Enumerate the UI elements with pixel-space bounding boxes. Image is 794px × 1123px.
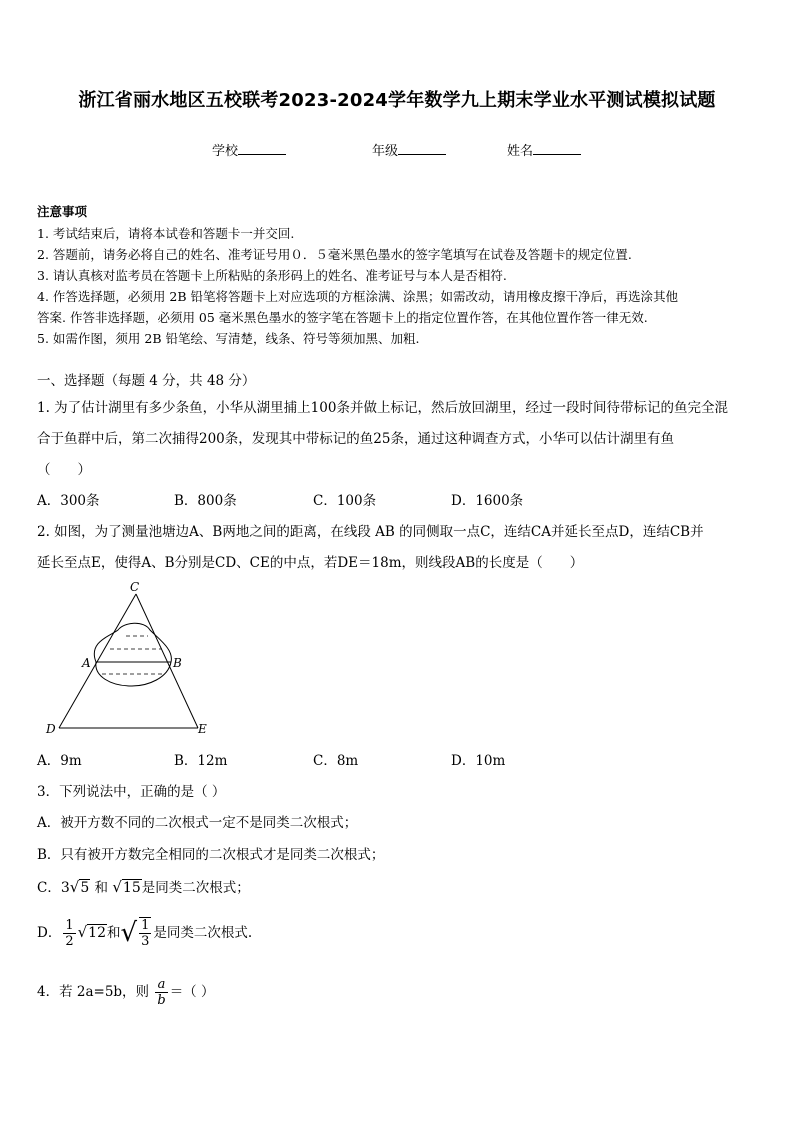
q3d-num: 1: [65, 918, 74, 933]
label-c: C: [130, 580, 140, 594]
label-b: B: [173, 656, 182, 670]
q3d-sqrt: √12: [77, 923, 106, 941]
q1-line: 合于鱼群中后，第二次捕得200条，发现其中带标记的鱼25条，通过这种调查方式，小华可以估计湖里有鱼: [37, 431, 674, 447]
name-field: [507, 140, 581, 159]
notice-item: 3. 请认真核对监考员在答题卡上所粘贴的条形码上的姓名、准考证号与本人是否相符.: [37, 268, 507, 283]
q1-line: （ ）: [37, 462, 91, 478]
q3d-fraction: [63, 918, 75, 949]
q3c-suffix: 是同类二次根式；: [141, 880, 250, 896]
notice-item: 2. 答题前，请务必将自己的姓名、准考证号用０．５毫米黑色墨水的签字笔填写在试卷及答题卡的规定位置.: [37, 247, 632, 262]
q2-option-c: C．8m: [313, 753, 359, 769]
line-ce: [136, 594, 198, 728]
name-blank: [533, 141, 581, 155]
q1-option-a: A．300条: [37, 493, 100, 509]
q4-prefix: 4．若 2a=5b，则: [37, 984, 150, 1000]
q3-option-d: [37, 917, 252, 949]
notice-heading: 注意事项: [37, 204, 88, 219]
q2-option-d: D．10m: [451, 753, 506, 769]
q2-option-a: A．9m: [37, 753, 82, 769]
q3-option-a: A．被开方数不同的二次根式一定不是同类二次根式；: [37, 815, 358, 831]
notice-item: 5. 如需作图，须用 2B 铅笔绘、写清楚，线条、符号等须加黑、加粗.: [37, 331, 420, 346]
q1-line: 1. 为了估计湖里有多少条鱼，小华从湖里捕上100条并做上标记，然后放回湖里，经过一段时间待带标记的鱼完全混: [37, 400, 728, 416]
q3c-sqrt: √5: [69, 878, 90, 896]
page-title: 浙江省丽水地区五校联考2023-2024学年数学九上期末学业水平测试模拟试题: [78, 90, 716, 111]
q3c-sqrt2: √15: [112, 878, 141, 896]
q3d-mid: 和: [107, 925, 121, 941]
pond-outline: [94, 623, 171, 686]
school-blank: [238, 141, 286, 155]
name-label: 姓名: [507, 144, 534, 159]
q3d-radicand: 12: [88, 925, 106, 941]
pond-triangle-figure: [40, 578, 220, 738]
q4-num: a: [157, 977, 166, 992]
q2-line: 2. 如图，为了测量池塘边A、B两地之间的距离，在线段 AB 的同侧取一点C，连结CA并延长至点D，连结CB并: [37, 524, 704, 540]
q3-option-c: [37, 876, 250, 896]
label-a: A: [82, 656, 91, 670]
q3c-prefix: C．: [37, 880, 61, 896]
school-field: [212, 140, 286, 159]
q3d-inner-den: 3: [141, 934, 150, 949]
q3-option-b: B．只有被开方数完全相同的二次根式才是同类二次根式；: [37, 847, 385, 863]
q4-stem: [37, 977, 214, 1008]
q1-option-d: D．1600条: [451, 493, 524, 509]
label-e: E: [198, 722, 207, 736]
notice-item: 答案. 作答非选择题，必须用 05 毫米黑色墨水的签字笔在答题卡上的指定位置作答，在其他位置作答一律无效.: [37, 310, 648, 325]
q3d-sqrt-frac: √ $\frac{1}{3}$: [120, 918, 150, 949]
grade-blank: [398, 141, 446, 155]
q4-suffix: ＝（ ）: [169, 984, 215, 1000]
section-heading: 一、选择题（每题 4 分，共 48 分）: [37, 373, 256, 389]
q3c-coef: 3: [60, 880, 70, 896]
school-label: 学校: [212, 144, 239, 159]
q1-option-b: B．800条: [174, 493, 237, 509]
q3-stem: 3．下列说法中，正确的是（ ）: [37, 784, 226, 800]
q3d-den: 2: [65, 934, 74, 949]
q3d-prefix: D．: [37, 925, 62, 941]
grade-field: [372, 140, 446, 159]
grade-label: 年级: [372, 144, 399, 159]
line-cd: [59, 594, 136, 728]
q2-option-b: B．12m: [174, 753, 228, 769]
q4-den: b: [157, 993, 166, 1008]
q3c-radicand2: 15: [122, 880, 141, 896]
notice-item: 4. 作答选择题，必须用 2B 铅笔将答题卡上对应选项的方框涂满、涂黑；如需改动，请用橡皮擦干净后，再选涂其他: [37, 289, 678, 304]
q3d-suffix: 是同类二次根式.: [153, 925, 253, 941]
q2-line: 延长至点E，使得A、B分别是CD、CE的中点，若DE＝18m，则线段AB的长度是（ ）: [37, 555, 584, 571]
notice-item: 1. 考试结束后，请将本试卷和答题卡一并交回.: [37, 226, 295, 241]
q1-option-c: C．100条: [313, 493, 377, 509]
q3c-radicand: 5: [80, 880, 90, 896]
q3c-mid: 和: [94, 880, 109, 896]
label-d: D: [46, 722, 56, 736]
q3d-inner-num: 1: [141, 918, 150, 933]
q4-fraction: [155, 977, 167, 1008]
